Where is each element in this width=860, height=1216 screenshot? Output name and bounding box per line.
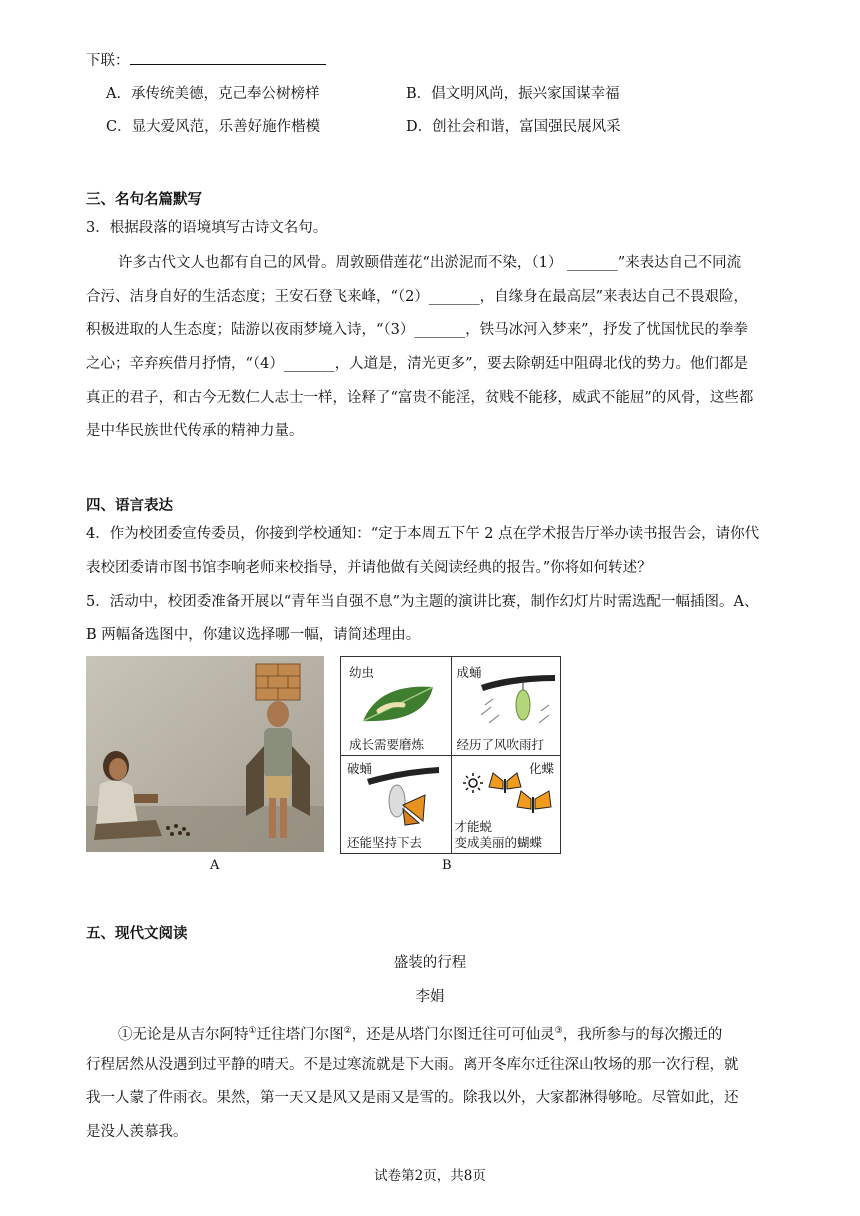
option-a: A．承传统美德，克己奉公树榜样	[106, 86, 320, 102]
panel-breaking	[341, 755, 451, 853]
figure-a-illustration	[86, 656, 324, 852]
butterfly-icon	[517, 791, 551, 813]
panel-larva-caption: 成长需要磨炼	[349, 737, 425, 752]
panel-butterfly-caption-2: 变成美丽的蝴蝶	[454, 835, 543, 850]
q3-stem: 3．根据段落的语境填写古诗文名句。	[86, 220, 328, 236]
section5-title: 五、现代文阅读	[86, 926, 188, 942]
panel-breaking-caption: 还能坚持下去	[347, 835, 423, 850]
panel-pupa-caption: 经历了风吹雨打	[456, 737, 545, 752]
q3-line-6: 是中华民族世代传承的精神力量。	[86, 423, 304, 439]
q3-line-4: 之心；辛弃疾借月抒情，“（4）_______，人道是，清光更多”，要去除朝廷中阻碍北伐的势力。他们都是	[86, 356, 749, 372]
butterfly-icon	[489, 773, 521, 793]
panel-larva	[341, 657, 451, 755]
para1-line-3: 我一人蒙了件雨衣。果然，第一天又是风又是雨又是雪的。除我以外，大家都淋得够呛。尽管如此，还	[86, 1090, 739, 1106]
panel-pupa	[451, 657, 561, 755]
figure-a-caption: A	[210, 858, 220, 873]
answer-blank[interactable]	[130, 50, 326, 65]
article-title: 盛装的行程	[393, 955, 467, 971]
panel-butterfly-caption-1: 才能蜕	[454, 819, 493, 834]
lower-couplet-label: 下联：	[86, 53, 130, 69]
panel-butterfly	[451, 755, 561, 853]
panel-breaking-title: 破蛹	[347, 761, 373, 776]
panel-butterfly-title: 化蝶	[528, 761, 554, 776]
figure-b-caption: B	[442, 858, 452, 873]
leaf-caterpillar-icon	[359, 681, 437, 731]
footnote-2[interactable]: ②	[343, 1026, 352, 1036]
q5-line-2: B 两幅备选图中，你建议选择哪一幅，请简述理由。	[86, 627, 421, 643]
footnote-1[interactable]: ①	[248, 1026, 257, 1036]
option-b: B．倡文明风尚，振兴家国谋幸福	[406, 86, 620, 102]
q4-line-1: 4．作为校团委宣传委员，你接到学校通知：“定于本周五下午 2 点在学术报告厅举办读书报告会，请你代	[86, 526, 760, 542]
article-author: 李娟	[415, 989, 445, 1005]
lower-couplet-line	[86, 50, 326, 71]
section3-title: 三、名句名篇默写	[86, 192, 202, 208]
panel-larva-title: 幼虫	[349, 665, 375, 680]
page-footer: 试卷第2页，共8页	[374, 1168, 486, 1184]
q4-line-2: 表校团委请市图书馆李响老师来校指导，并请他做有关阅读经典的报告。”你将如何转述？	[86, 560, 652, 576]
figure-b-panel	[340, 656, 561, 854]
pupa-branch-icon	[471, 671, 559, 733]
sun-icon	[463, 773, 483, 793]
section4-title: 四、语言表达	[86, 498, 173, 514]
q5-line-1: 5．活动中，校团委准备开展以“青年当自强不息”为主题的演讲比赛，制作幻灯片时需选配一幅插图。A、	[86, 594, 759, 610]
sun-butterflies-icon	[459, 771, 555, 819]
panel-pupa-title: 成蛹	[456, 665, 482, 680]
option-c: C．显大爱风范，乐善好施作楷模	[106, 119, 321, 135]
q3-line-1: 许多古代文人也都有自己的风骨。周敦颐借莲花“出淤泥而不染，（1） _______”来表达自己不同流	[118, 255, 742, 271]
para1-line-4: 是没人羡慕我。	[86, 1124, 188, 1140]
para1-line-1: ①无论是从吉尔阿特①迁往塔门尔图②，还是从塔门尔图迁往可可仙灵③，我所参与的每次搬迁的	[118, 1026, 723, 1043]
option-d: D．创社会和谐，富国强民展风采	[406, 119, 621, 135]
footnote-3[interactable]: ③	[554, 1026, 563, 1036]
q3-line-5: 真正的君子，和古今无数仁人志士一样，诠释了“富贵不能淫，贫贱不能移，威武不能屈”的风骨，这些都	[86, 390, 754, 406]
q3-line-2: 合污、洁身自好的生活态度；王安石登飞来峰，“（2）_______，自缘身在最高层”来表达自己不畏艰险，	[86, 289, 749, 305]
para1-line-2: 行程居然从没遇到过平静的晴天。不是过寒流就是下大雨。离开冬库尔迁往深山牧场的那一次行程，就	[86, 1057, 739, 1073]
bricks-icon	[256, 664, 300, 700]
emerging-butterfly-icon	[363, 765, 443, 831]
q3-line-3: 积极进取的人生态度；陆游以夜雨梦境入诗，“（3）_______，铁马冰河入梦来”，抒发了忧国忧民的拳拳	[86, 322, 749, 338]
